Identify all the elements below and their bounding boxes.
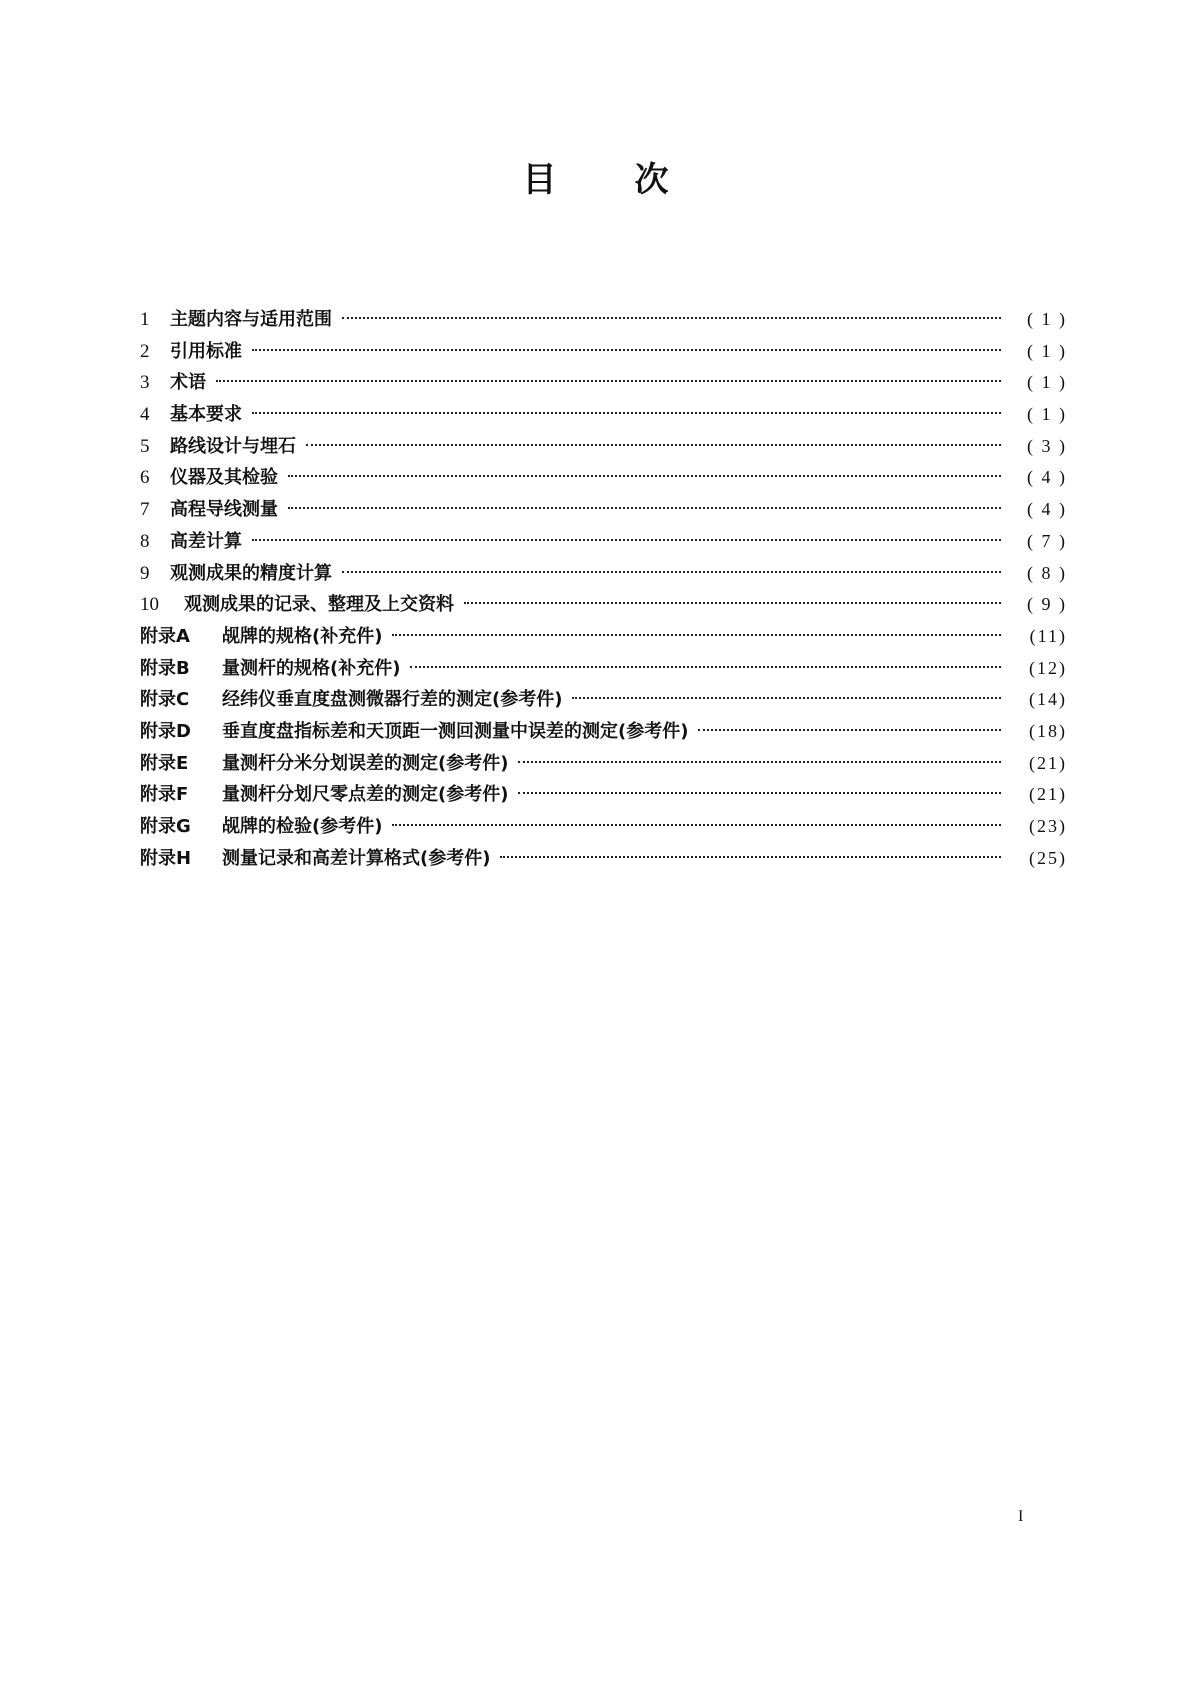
toc-entry-page: (11) <box>1029 625 1067 646</box>
toc-entry-page: ( 9 ) <box>1027 594 1067 615</box>
toc-entry-title: 觇牌的检验(参考件) <box>222 816 383 837</box>
toc-entry[interactable] <box>140 589 1067 621</box>
toc-leader-dots <box>518 761 1001 763</box>
toc-leader-dots <box>698 729 1001 731</box>
toc-entry-title: 观测成果的记录、整理及上交资料 <box>184 594 454 616</box>
toc-entry-number: 附录B <box>140 657 190 679</box>
toc-entry-number: 附录A <box>140 625 190 647</box>
toc-entry-title: 量测杆分划尺零点差的测定(参考件) <box>222 784 509 806</box>
page-title-char-2: 次 <box>634 160 669 200</box>
toc-entry-appendix[interactable] <box>140 779 1067 811</box>
toc-leader-dots <box>464 602 1001 604</box>
toc-leader-dots <box>392 824 1001 826</box>
toc-entry[interactable] <box>140 558 1067 590</box>
toc-entry-page: (18) <box>1029 720 1067 741</box>
toc-entry-title: 观测成果的精度计算 <box>170 562 332 584</box>
toc-entry[interactable] <box>140 304 1067 336</box>
toc-entry-page: ( 1 ) <box>1027 404 1067 425</box>
toc-entry[interactable] <box>140 431 1067 463</box>
toc-leader-dots <box>216 380 1001 382</box>
toc-entry-number: 附录C <box>140 689 190 711</box>
toc-entry-page: (25) <box>1029 847 1067 868</box>
toc-entry-appendix[interactable] <box>140 653 1067 685</box>
toc-entry[interactable] <box>140 367 1067 399</box>
toc-entry-number: 8 <box>140 530 150 552</box>
toc-entry-number: 7 <box>140 499 150 521</box>
toc-entry-page: ( 8 ) <box>1027 562 1067 583</box>
toc-entry-title: 高差计算 <box>170 530 242 552</box>
toc-entry-number: 1 <box>140 309 150 330</box>
toc-entry[interactable] <box>140 494 1067 526</box>
toc-entry[interactable] <box>140 526 1067 558</box>
toc-entry-appendix[interactable] <box>140 748 1067 780</box>
toc-entry-appendix[interactable] <box>140 684 1067 716</box>
toc-entry-number: 5 <box>140 435 150 457</box>
toc-leader-dots <box>288 475 1001 477</box>
toc-entry-number: 6 <box>140 467 150 489</box>
toc-leader-dots <box>518 792 1001 794</box>
toc-entry-number: 附录F <box>140 784 189 806</box>
toc-entry-page: (21) <box>1029 784 1067 805</box>
table-of-contents <box>140 304 1067 874</box>
toc-entry-page: ( 1 ) <box>1027 340 1067 361</box>
toc-entry-page: (14) <box>1029 689 1067 710</box>
toc-entry-title: 垂直度盘指标差和天顶距一测回测量中误差的测定(参考件) <box>222 720 689 742</box>
toc-entry-appendix[interactable] <box>140 716 1067 748</box>
toc-leader-dots <box>572 697 1001 699</box>
toc-entry-title: 路线设计与埋石 <box>170 435 296 457</box>
toc-entry-page: ( 1 ) <box>1027 372 1067 393</box>
toc-entry-number: 附录G <box>140 816 191 837</box>
toc-entry-number: 4 <box>140 404 150 426</box>
page-title-char-1: 目 <box>522 160 557 200</box>
toc-leader-dots <box>288 507 1001 509</box>
toc-entry-page: ( 3 ) <box>1027 435 1067 456</box>
toc-entry-page: ( 1 ) <box>1027 309 1067 329</box>
toc-entry-page: ( 4 ) <box>1027 499 1067 520</box>
toc-entry-title: 经纬仪垂直度盘测微器行差的测定(参考件) <box>222 689 563 711</box>
toc-entry-page: (23) <box>1029 816 1067 836</box>
toc-entry-number: 3 <box>140 372 150 394</box>
toc-leader-dots <box>342 317 1001 319</box>
toc-entry-title: 测量记录和高差计算格式(参考件) <box>222 847 491 869</box>
toc-leader-dots <box>500 856 1001 858</box>
toc-entry[interactable] <box>140 399 1067 431</box>
toc-leader-dots <box>252 539 1001 541</box>
toc-leader-dots <box>392 634 1001 636</box>
toc-entry-page: ( 7 ) <box>1027 530 1067 551</box>
toc-entry-title: 觇牌的规格(补充件) <box>222 625 383 647</box>
toc-entry-title: 高程导线测量 <box>170 499 278 521</box>
toc-entry-number: 10 <box>140 594 159 616</box>
toc-entry-appendix[interactable] <box>140 811 1067 843</box>
toc-leader-dots <box>252 412 1001 414</box>
page-folio: I <box>1018 1508 1024 1525</box>
toc-leader-dots <box>252 349 1001 351</box>
toc-entry-title: 引用标准 <box>170 340 242 362</box>
page-title <box>0 152 1191 201</box>
toc-entry-title: 量测杆的规格(补充件) <box>222 657 401 679</box>
toc-entry[interactable] <box>140 462 1067 494</box>
toc-leader-dots <box>410 666 1001 668</box>
toc-entry-page: ( 4 ) <box>1027 467 1067 488</box>
toc-entry-number: 附录E <box>140 752 189 774</box>
toc-entry-number: 附录D <box>140 720 191 742</box>
toc-entry-title: 基本要求 <box>170 404 242 426</box>
toc-entry-title: 仪器及其检验 <box>170 467 278 489</box>
toc-entry-page: (21) <box>1029 752 1067 773</box>
toc-leader-dots <box>342 571 1001 573</box>
toc-entry[interactable] <box>140 336 1067 368</box>
toc-entry-page: (12) <box>1029 657 1067 678</box>
toc-entry-title: 术语 <box>170 372 206 394</box>
toc-entry-number: 附录H <box>140 847 192 869</box>
toc-entry-title: 量测杆分米分划误差的测定(参考件) <box>222 752 509 774</box>
toc-entry-number: 2 <box>140 340 150 362</box>
toc-leader-dots <box>306 444 1001 446</box>
toc-entry-title: 主题内容与适用范围 <box>170 309 332 330</box>
toc-entry-appendix[interactable] <box>140 843 1067 875</box>
toc-entry-appendix[interactable] <box>140 621 1067 653</box>
toc-entry-number: 9 <box>140 562 150 584</box>
